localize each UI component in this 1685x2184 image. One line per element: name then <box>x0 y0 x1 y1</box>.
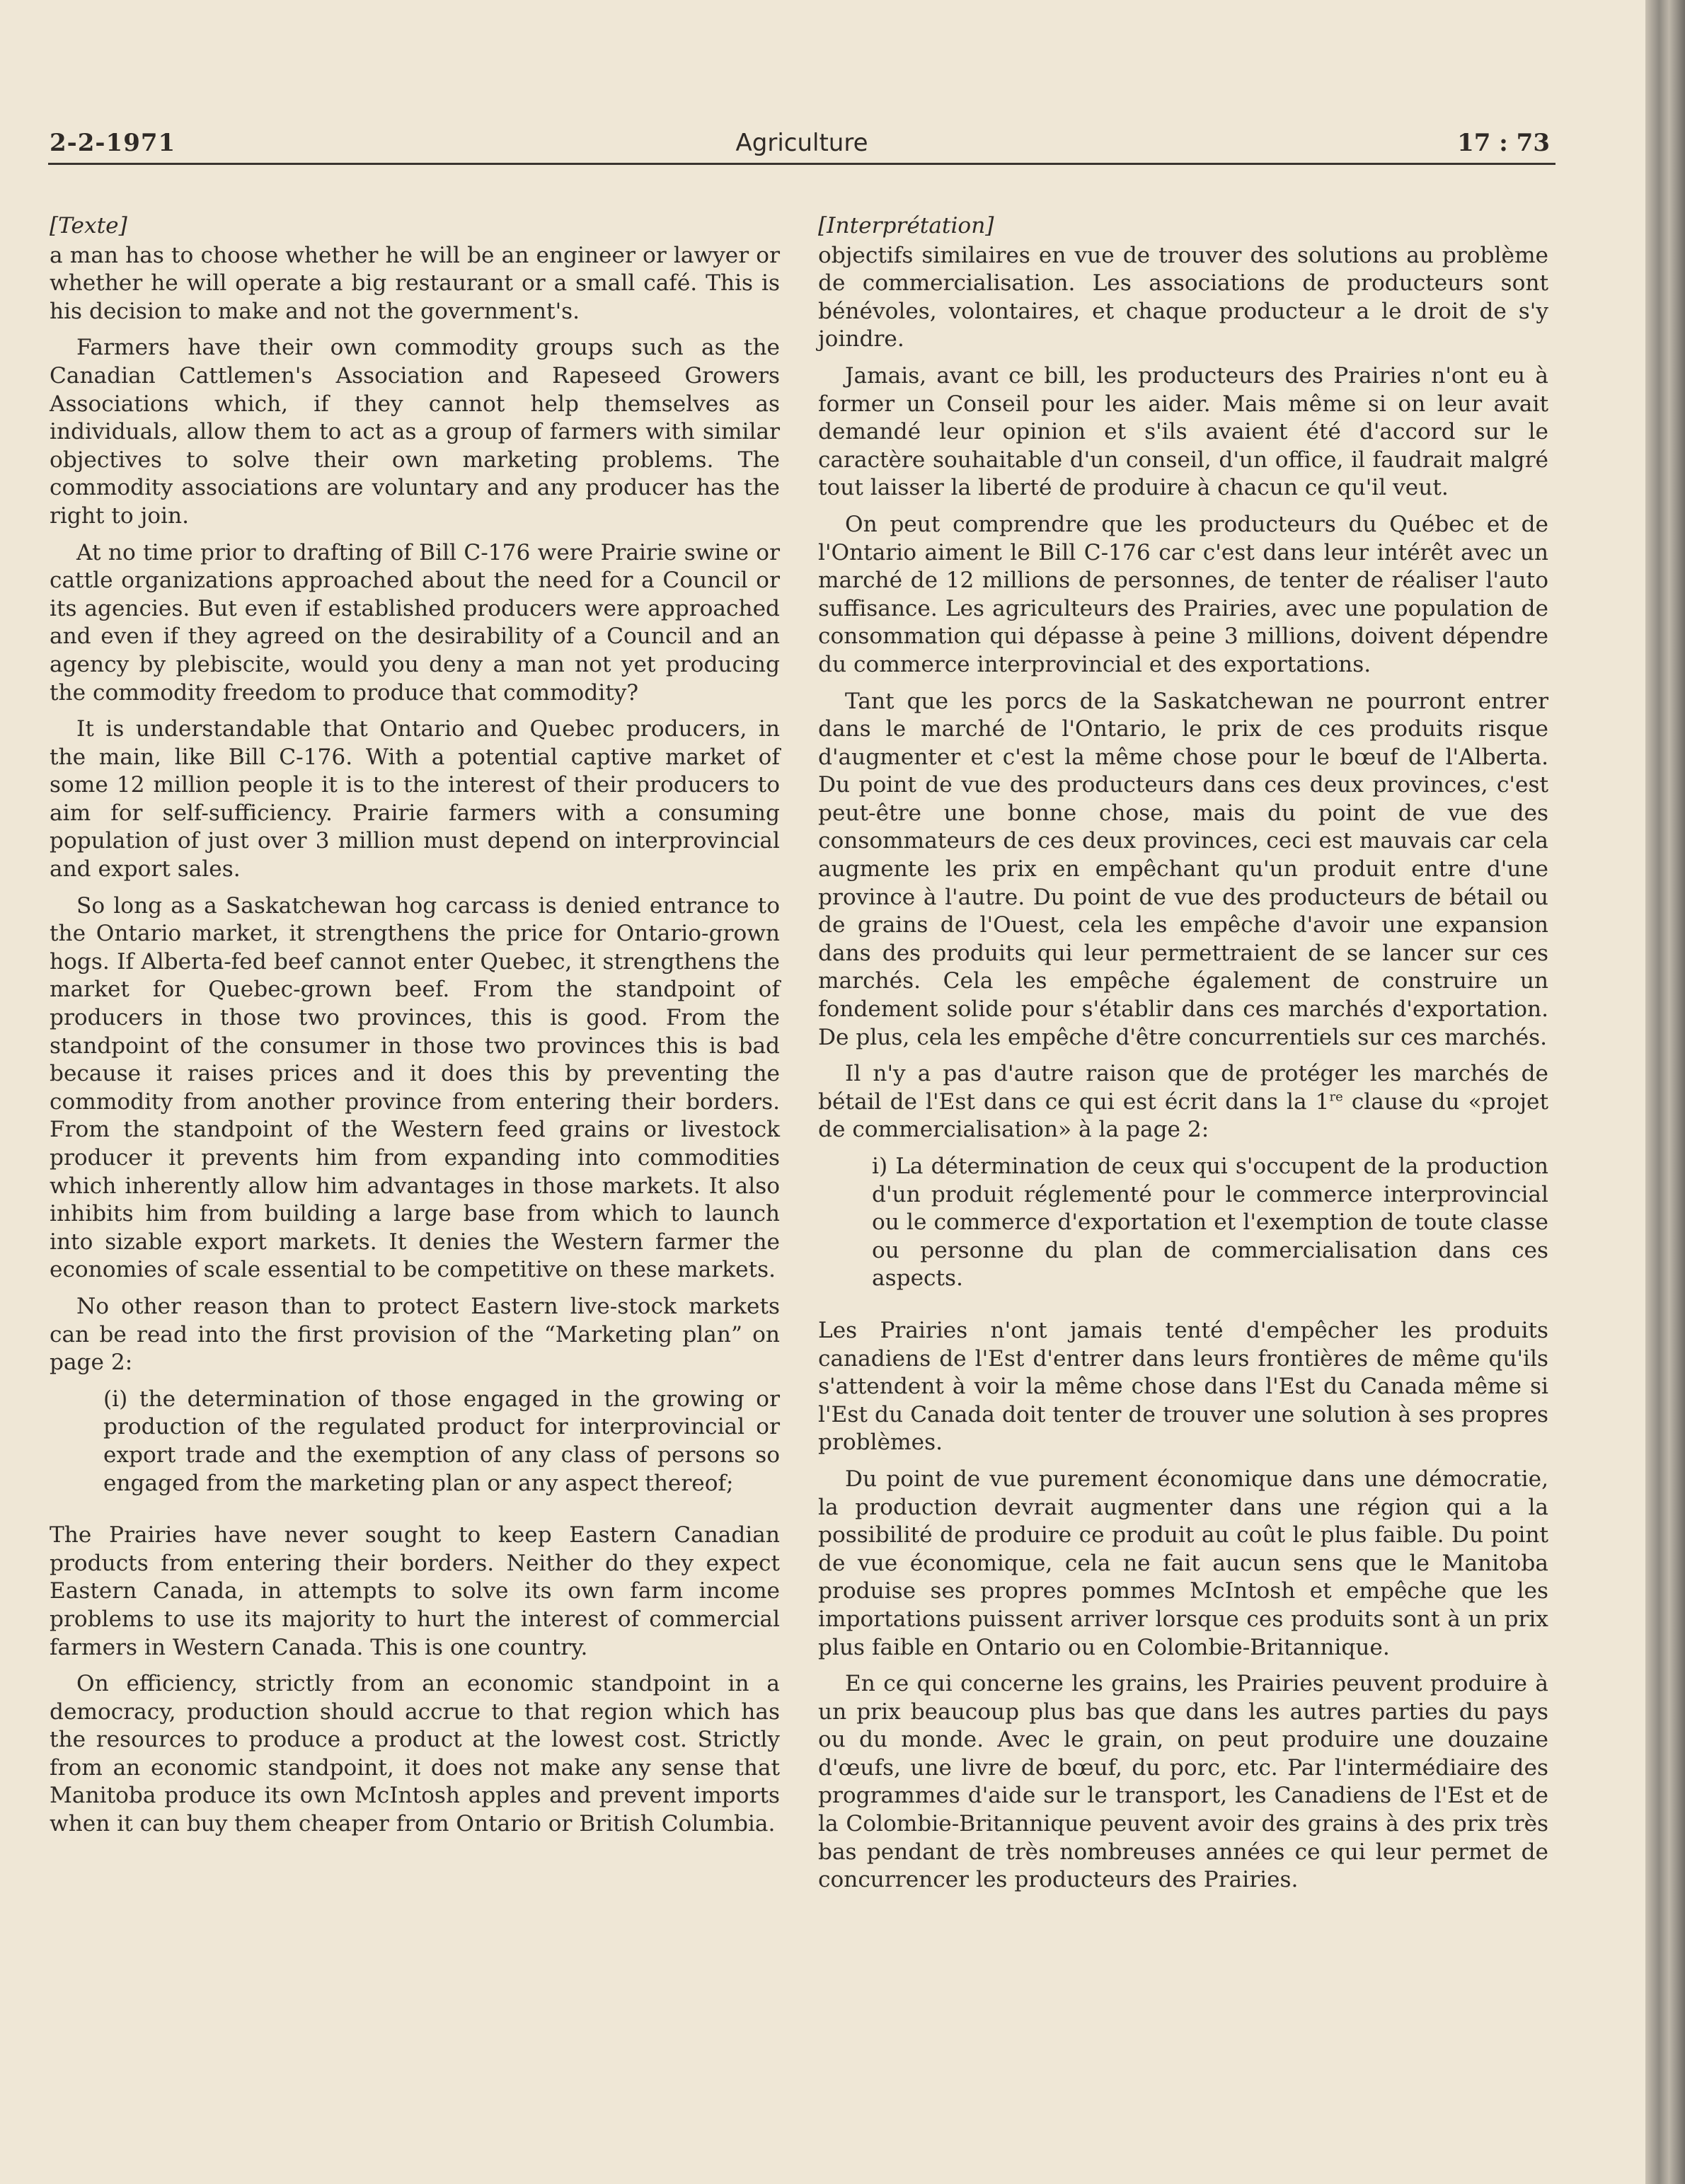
paragraph: objectifs similaires en vue de trouver des solutions au problème de commercialisation. Les associations de producteurs sont bénévoles, volontaires, et chaque producteur a le droit de s'y joindre. <box>818 242 1548 352</box>
paragraph-text: clause du «projet de commercialisation» à la page 2: <box>818 1088 1548 1143</box>
paragraph: En ce qui concerne les grains, les Prairies peuvent produire à un prix beaucoup plus bas que dans les autres parties du pays ou du monde. Avec le grain, on peut produire une douzaine d'œufs, une livre de bœuf, du porc, etc. Par l'intermédiaire des programmes d'aide sur le transport, les Canadiens de l'Est et de la Colombie-Britannique peuvent avoir des grains à des prix très bas pendant de très nombreuses années ce qui leur permet de concurrencer les producteurs des Prairies. <box>818 1671 1548 1893</box>
paragraph: a man has to choose whether he will be an engineer or lawyer or whether he will operate a big restaurant or a small café. This is his decision to make and not the government's. <box>50 242 780 324</box>
book-page-edge <box>1645 0 1685 2184</box>
quoted-provision: (i) the determination of those engaged in the growing or production of the regulated product for interprovincial or export trade and the exemption of any class of persons so engaged from the marketing plan or any aspect thereof; <box>103 1386 780 1496</box>
paragraph: Farmers have their own commodity groups such as the Canadian Cattlemen's Association and Rapeseed Growers Associations which, if they cannot help themselves as individuals, allow them to act as a group of farmers with similar objectives to solve their own marketing problems. The commodity associations are voluntary and any producer has the right to join. <box>50 335 780 529</box>
header-title: Agriculture <box>735 129 868 157</box>
paragraph-text: Il n'y a pas d'autre raison que de protéger les marchés de bétail de l'Est dans ce qui est écrit dans la 1 <box>818 1061 1548 1115</box>
paragraph: On peut comprendre que les producteurs du Québec et de l'Ontario aiment le Bill C-176 car c'est dans leur intérêt avec un marché de 12 millions de personnes, de tenter de réaliser l'auto suffisance. Les agriculteurs des Prairies, avec une population de consommation qui dépasse à peine 3 millions, doivent dépendre du commerce interprovincial et des exportations. <box>818 511 1548 677</box>
paragraph <box>818 1060 1548 1144</box>
paragraph: Tant que les porcs de la Saskatchewan ne pourront entrer dans le marché de l'Ontario, le prix de ces produits risque d'augmenter et c'est la même chose pour le bœuf de l'Alberta. Du point de vue des producteurs dans ces deux provinces, c'est peut-être une bonne chose, mais du point de vue des consommateurs de ces deux provinces, ceci est mauvais car cela augmente les prix en empêchant qu'un produit entre d'une province à l'autre. Du point de vue des producteurs de bétail ou de grains de l'Ouest, cela les empêche d'avoir une expansion dans des produits qui leur permettraient de se lancer sur ces marchés. Cela les empêche également de construire un fondement solide pour s'établir dans ces marchés d'exportation. De plus, cela les empêche d'être concurrentiels sur ces marchés. <box>818 688 1548 1050</box>
paragraph: Du point de vue purement économique dans une démocratie, la production devrait augmenter dans une région qui a la possibilité de produire ce produit au coût le plus faible. Du point de vue économique, cela ne fait aucun sens que le Manitoba produise ses propres pommes McIntosh et empêche que les importations puissent arriver lorsque ces produits sont à un prix plus faible en Ontario ou en Colombie-Britannique. <box>818 1466 1548 1660</box>
quoted-provision: i) La détermination de ceux qui s'occupent de la production d'un produit réglementé pour le commerce interprovincial ou le commerce d'exportation et l'exemption de toute classe ou personne du plan de commercialisation dans ces aspects. <box>872 1154 1548 1292</box>
paragraph: The Prairies have never sought to keep Eastern Canadian products from entering their borders. Neither do they expect Eastern Canada, in attempts to solve its own farm income problems to use its majority to hurt the interest of commercial farmers in Western Canada. This is one country. <box>50 1522 780 1660</box>
paragraph: At no time prior to drafting of Bill C-176 were Prairie swine or cattle organizations approached about the need for a Council or its agencies. But even if established producers were approached and even if they agreed on the desirability of a Council and an agency by plebiscite, would you deny a man not yet producing the commodity freedom to produce that commodity? <box>50 539 780 706</box>
header-date: 2-2-1971 <box>50 129 176 157</box>
paragraph: It is understandable that Ontario and Quebec producers, in the main, like Bill C-176. With a potential captive market of some 12 million people it is to the interest of their producers to aim for self-sufficiency. Prairie farmers with a consuming population of just over 3 million must depend on interprovincial and export sales. <box>50 716 780 883</box>
english-column <box>50 212 780 1847</box>
column-label-interpretation: [Interprétation] <box>818 213 994 238</box>
superscript: re <box>1329 1089 1343 1105</box>
header-page-number: 17 : 73 <box>1457 129 1550 157</box>
column-label-texte: [Texte] <box>50 213 127 238</box>
french-column <box>818 212 1548 1903</box>
paragraph: Jamais, avant ce bill, les producteurs des Prairies n'ont eu à former un Conseil pour les aider. Mais même si on leur avait demandé leur opinion et s'ils avaient été d'accord sur le caractère souhaitable d'un conseil, d'un office, il faudrait malgré tout laisser la liberté de produire à chacun ce qu'il veut. <box>818 362 1548 501</box>
running-header <box>48 120 1555 165</box>
paragraph: So long as a Saskatchewan hog carcass is denied entrance to the Ontario market, it strengthens the price for Ontario-grown hogs. If Alberta-fed beef cannot enter Quebec, it strengthens the market for Quebec-grown beef. From the standpoint of producers in those two provinces, this is good. From the standpoint of the consumer in those two provinces this is bad because it raises prices and it does this by preventing the commodity from another province from entering their borders. From the standpoint of the Western feed grains or livestock producer it prevents him from expanding into commodities which inherently allow him advantages in those markets. It also inhibits him from building a large base from which to launch into sizable export markets. It denies the Western farmer the economies of scale essential to be competitive on these markets. <box>50 892 780 1283</box>
paragraph: Les Prairies n'ont jamais tenté d'empêcher les produits canadiens de l'Est d'entrer dans leurs frontières de même qu'ils s'attendent à voir la même chose dans l'Est du Canada même si l'Est du Canada doit tenter de trouver une solution à ses propres problèmes. <box>818 1317 1548 1456</box>
paragraph: On efficiency, strictly from an economic standpoint in a democracy, production should accrue to that region which has the resources to produce a product at the lowest cost. Strictly from an economic standpoint, it does not make any sense that Manitoba produce its own McIntosh apples and prevent imports when it can buy them cheaper from Ontario or British Columbia. <box>50 1671 780 1837</box>
paragraph: No other reason than to protect Eastern live-stock markets can be read into the first provision of the “Marketing plan” on page 2: <box>50 1293 780 1376</box>
